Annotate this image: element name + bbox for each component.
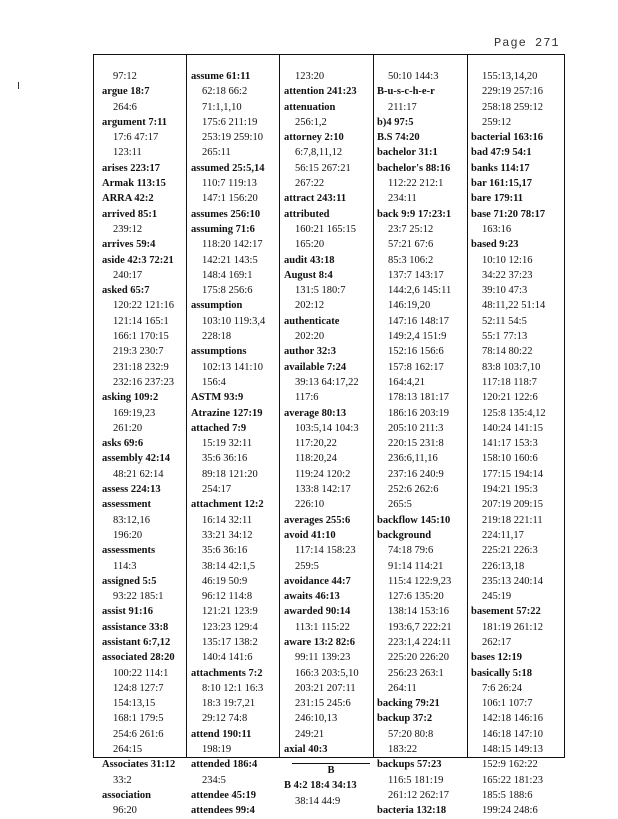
index-entry-term: based 9:23 xyxy=(471,239,519,251)
index-entry-refs: 146:18 147:10 xyxy=(482,728,543,740)
index-entry-refs: 38:14 42:1,5 xyxy=(202,560,256,572)
page-number: Page 271 xyxy=(494,36,560,50)
index-entry-term: bacteria 132:18 xyxy=(377,805,447,817)
index-entry-term: asked 65:7 xyxy=(102,285,150,297)
index-entry-refs: 71:1,1,10 xyxy=(202,101,242,113)
index-entry-refs: 117:14 158:23 xyxy=(295,545,356,557)
index-entry-refs: 35:6 36:16 xyxy=(202,545,248,557)
index-entry-refs: 246:10,13 xyxy=(295,713,338,725)
index-entry-term: authenticate xyxy=(284,315,340,327)
index-entry-refs: 135:17 138:2 xyxy=(202,636,258,648)
index-entry-refs: 10:10 12:16 xyxy=(482,254,533,266)
index-entry-refs: 120:21 122:6 xyxy=(482,392,538,404)
section-letter: B xyxy=(327,765,335,777)
index-entry-refs: 186:16 203:19 xyxy=(388,407,449,419)
index-entry-refs: 202:20 xyxy=(295,331,325,343)
index-entry-term: assumes 256:10 xyxy=(191,208,261,220)
index-entry-refs: 97:12 xyxy=(113,71,137,82)
index-entry-refs: 235:13 240:14 xyxy=(482,575,543,587)
index-entry-refs: 149:2,4 151:9 xyxy=(388,331,447,343)
index-entry-term: axial 40:3 xyxy=(284,744,328,756)
index-entry-refs: 89:18 121:20 xyxy=(202,468,258,480)
index-entry-refs: 120:22 121:16 xyxy=(113,300,174,312)
index-entry-term: backflow 145:10 xyxy=(377,514,451,526)
index-entry-term: attorney 2:10 xyxy=(284,132,344,144)
index-entry-term: aside 42:3 72:21 xyxy=(102,254,174,266)
index-entry-term: bachelor's 88:16 xyxy=(377,162,451,174)
index-entry-refs: 34:22 37:23 xyxy=(482,269,533,281)
index-entry-term: bare 179:11 xyxy=(471,193,524,205)
index-entry-refs: 7:6 26:24 xyxy=(482,682,522,694)
index-entry-refs: 96:20 xyxy=(113,805,137,817)
index-entry-refs: 178:13 181:17 xyxy=(388,392,449,404)
index-entry-refs: 205:10 211:3 xyxy=(388,422,444,434)
index-entry-term: argue 18:7 xyxy=(102,86,150,98)
index-entry-refs: 116:5 181:19 xyxy=(388,774,444,786)
index-entry-refs: 175:8 256:6 xyxy=(202,285,253,297)
index-entry-refs: 194:21 195:3 xyxy=(482,484,538,496)
index-entry-term: bar 161:15,17 xyxy=(471,178,533,190)
index-entry-refs: 228:18 xyxy=(202,331,232,343)
index-entry-refs: 207:19 209:15 xyxy=(482,499,543,511)
index-entry-term: asking 109:2 xyxy=(102,392,159,404)
index-entry-refs: 142:21 143:5 xyxy=(202,254,258,266)
index-entry-refs: 262:17 xyxy=(482,636,512,648)
index-entry-refs: 103:5,14 104:3 xyxy=(295,422,359,434)
index-entry-term: backups 57:23 xyxy=(377,759,442,771)
index-entry-refs: 256:1,2 xyxy=(295,116,327,128)
index-entry-refs: 35:6 36:16 xyxy=(202,453,248,465)
index-entry-term: avoid 41:10 xyxy=(284,529,336,541)
index-column-5 xyxy=(471,69,565,817)
index-entry-refs: 124:8 127:7 xyxy=(113,682,164,694)
index-entry-refs: 110:7 119:13 xyxy=(202,178,257,190)
index-entry-term: attend 190:11 xyxy=(191,728,252,740)
index-entry-refs: 226:13,18 xyxy=(482,560,525,572)
index-entry-refs: 152:16 156:6 xyxy=(388,346,444,358)
index-entry-refs: 185:5 188:6 xyxy=(482,789,533,801)
index-entry-term: avoidance 44:7 xyxy=(284,575,351,587)
index-column-3 xyxy=(284,69,378,807)
index-entry-term: arrived 85:1 xyxy=(102,208,158,220)
index-entry-refs: 39:13 64:17,22 xyxy=(295,376,359,388)
index-entry-term: assigned 5:5 xyxy=(102,575,157,587)
index-entry-term: arises 223:17 xyxy=(102,162,161,174)
index-entry-term: bacterial 163:16 xyxy=(471,132,544,144)
margin-mark xyxy=(18,82,19,89)
index-entry-refs: 164:4,21 xyxy=(388,376,426,388)
index-entry-refs: 264:11 xyxy=(388,682,417,694)
index-entry-term: assist 91:16 xyxy=(102,606,154,618)
index-entry-term: base 71:20 78:17 xyxy=(471,208,546,220)
index-entry-refs: 100:22 114:1 xyxy=(113,667,169,679)
index-entry-term: assessments xyxy=(102,545,156,557)
index-entry-term: attendees 99:4 xyxy=(191,805,255,817)
index-entry-refs: 117:20,22 xyxy=(295,438,337,450)
index-entry-refs: 119:24 120:2 xyxy=(295,468,351,480)
index-entry-refs: 264:15 xyxy=(113,744,143,756)
index-entry-refs: 144:2,6 145:11 xyxy=(388,285,452,297)
index-entry-refs: 16:14 32:11 xyxy=(202,514,253,526)
index-entry-refs: 165:20 xyxy=(295,239,325,251)
index-entry-refs: 224:11,17 xyxy=(482,529,524,541)
index-entry-refs: 117:6 xyxy=(295,392,319,404)
index-entry-term: attendee 45:19 xyxy=(191,789,257,801)
index-entry-refs: 147:16 148:17 xyxy=(388,315,449,327)
index-entry-term: assumed 25:5,14 xyxy=(191,162,265,174)
index-entry-refs: 113:1 115:22 xyxy=(295,621,350,633)
index-entry-refs: 62:18 66:2 xyxy=(202,86,248,98)
index-entry-refs: 39:10 47:3 xyxy=(482,285,528,297)
index-entry-refs: 96:12 114:8 xyxy=(202,591,253,603)
index-entry-refs: 211:17 xyxy=(388,101,417,113)
index-entry-term: argument 7:11 xyxy=(102,116,168,128)
index-entry-term: aware 13:2 82:6 xyxy=(284,636,355,648)
index-entry-refs: 103:10 119:3,4 xyxy=(202,315,266,327)
index-entry-term: attract 243:11 xyxy=(284,193,347,205)
index-entry-refs: 232:16 237:23 xyxy=(113,376,174,388)
index-entry-refs: 125:8 135:4,12 xyxy=(482,407,546,419)
index-entry-term: backup 37:2 xyxy=(377,713,433,725)
index-entry-refs: 50:10 144:3 xyxy=(388,71,439,82)
index-entry-refs: 163:16 xyxy=(482,223,512,235)
index-entry-term: average 80:13 xyxy=(284,407,347,419)
index-entry-refs: 220:15 231:8 xyxy=(388,438,444,450)
index-entry-refs: 146:19,20 xyxy=(388,300,431,312)
index-entry-refs: 231:18 232:9 xyxy=(113,361,169,373)
index-entry-term: assumption xyxy=(191,300,243,312)
index-entry-refs: 74:18 79:6 xyxy=(388,545,434,557)
index-entry-term: B-u-s-c-h-e-r xyxy=(377,86,435,98)
index-entry-term: B.S 74:20 xyxy=(377,132,420,144)
index-entry-refs: 166:1 170:15 xyxy=(113,331,169,343)
index-entry-refs: 131:5 180:7 xyxy=(295,285,346,297)
index-entry-refs: 23:7 25:12 xyxy=(388,223,434,235)
index-entry-refs: 112:22 212:1 xyxy=(388,178,444,190)
word-index-table xyxy=(93,54,565,817)
index-entry-term: attachments 7:2 xyxy=(191,667,263,679)
index-entry-term: assuming 71:6 xyxy=(191,223,255,235)
index-entry-term: assistance 33:8 xyxy=(102,621,169,633)
index-entry-term: bachelor 31:1 xyxy=(377,147,438,159)
index-entry-refs: 239:12 xyxy=(113,223,143,235)
index-entry-term: audit 43:18 xyxy=(284,254,335,266)
index-entry-refs: 181:19 261:12 xyxy=(482,621,543,633)
index-entry-refs: 259:12 xyxy=(482,116,512,128)
index-entry-term: bad 47:9 54:1 xyxy=(471,147,532,159)
index-entry-refs: 56:15 267:21 xyxy=(295,162,351,174)
index-entry-refs: 175:6 211:19 xyxy=(202,116,258,128)
index-entry-refs: 133:8 142:17 xyxy=(295,484,351,496)
index-entry-refs: 38:14 44:9 xyxy=(295,795,341,807)
index-entry-refs: 245:19 xyxy=(482,591,512,603)
index-entry-refs: 142:18 146:16 xyxy=(482,713,543,725)
index-entry-term: background xyxy=(377,529,432,541)
index-entry-refs: 137:7 143:17 xyxy=(388,269,444,281)
index-entry-refs: 123:20 xyxy=(295,71,325,82)
index-entry-refs: 52:11 54:5 xyxy=(482,315,527,327)
index-entry-term: averages 255:6 xyxy=(284,514,351,526)
index-entry-refs: 264:6 xyxy=(113,101,137,113)
index-entry-term: b)4 97:5 xyxy=(377,116,414,128)
index-entry-refs: 223:1,4 224:11 xyxy=(388,636,452,648)
index-entry-refs: 148:4 169:1 xyxy=(202,269,253,281)
index-entry-term: August 8:4 xyxy=(284,269,333,281)
index-entry-term: available 7:24 xyxy=(284,361,347,373)
index-entry-refs: 231:15 245:6 xyxy=(295,698,351,710)
index-entry-refs: 91:14 114:21 xyxy=(388,560,444,572)
index-entry-refs: 261:20 xyxy=(113,422,143,434)
index-entry-refs: 225:20 226:20 xyxy=(388,652,449,664)
index-entry-term: author 32:3 xyxy=(284,346,337,358)
index-column-4 xyxy=(377,69,471,817)
index-entry-refs: 203:21 207:11 xyxy=(295,682,356,694)
index-entry-term: basically 5:18 xyxy=(471,667,532,679)
index-entry-refs: 237:16 240:9 xyxy=(388,468,444,480)
index-entry-refs: 114:3 xyxy=(113,560,137,572)
index-entry-refs: 156:4 xyxy=(202,376,226,388)
index-entry-refs: 168:1 179:5 xyxy=(113,713,164,725)
index-entry-term: Armak 113:15 xyxy=(102,178,166,190)
index-entry-term: attended 186:4 xyxy=(191,759,258,771)
index-entry-refs: 249:21 xyxy=(295,728,325,740)
index-entry-refs: 57:21 67:6 xyxy=(388,239,434,251)
index-entry-refs: 8:10 12:1 16:3 xyxy=(202,682,264,694)
index-entry-refs: 152:9 162:22 xyxy=(482,759,538,771)
index-entry-refs: 148:15 149:13 xyxy=(482,744,543,756)
index-entry-refs: 121:21 123:9 xyxy=(202,606,258,618)
index-entry-term: ARRA 42:2 xyxy=(102,193,154,205)
index-entry-refs: 234:11 xyxy=(388,193,417,205)
index-entry-refs: 160:21 165:15 xyxy=(295,223,356,235)
index-entry-refs: 115:4 122:9,23 xyxy=(388,575,452,587)
index-entry-term: assess 224:13 xyxy=(102,484,161,496)
index-entry-refs: 118:20 142:17 xyxy=(202,239,263,251)
index-entry-term: attributed xyxy=(284,208,330,220)
index-entry-refs: 199:24 248:6 xyxy=(482,805,538,817)
index-entry-term: awarded 90:14 xyxy=(284,606,351,618)
index-entry-refs: 259:5 xyxy=(295,560,319,572)
index-entry-term: Associates 31:12 xyxy=(102,759,176,771)
index-entry-refs: 196:20 xyxy=(113,529,143,541)
index-entry-term: bases 12:19 xyxy=(471,652,523,664)
index-entry-refs: 123:23 129:4 xyxy=(202,621,258,633)
index-entry-term: associated 28:20 xyxy=(102,652,175,664)
index-entry-refs: 258:18 259:12 xyxy=(482,101,543,113)
index-entry-term: basement 57:22 xyxy=(471,606,541,618)
index-entry-refs: 177:15 194:14 xyxy=(482,468,543,480)
index-entry-refs: 123:11 xyxy=(113,147,142,159)
index-entry-refs: 83:8 103:7,10 xyxy=(482,361,541,373)
index-entry-refs: 265:5 xyxy=(388,499,412,511)
index-entry-term: association xyxy=(102,789,152,801)
index-entry-refs: 48:21 62:14 xyxy=(113,468,164,480)
index-entry-refs: 29:12 74:8 xyxy=(202,713,248,725)
index-entry-refs: 165:22 181:23 xyxy=(482,774,543,786)
index-column-2 xyxy=(191,69,285,817)
index-entry-term: back 9:9 17:23:1 xyxy=(377,208,452,220)
index-entry-refs: 83:12,16 xyxy=(113,514,151,526)
index-entry-term: assistant 6:7,12 xyxy=(102,636,171,648)
index-entry-refs: 85:3 106:2 xyxy=(388,254,434,266)
index-entry-term: assembly 42:14 xyxy=(102,453,170,465)
index-entry-refs: 252:6 262:6 xyxy=(388,484,439,496)
index-entry-term: arrives 59:4 xyxy=(102,239,156,251)
index-entry-refs: 234:5 xyxy=(202,774,226,786)
index-entry-refs: 253:19 259:10 xyxy=(202,132,263,144)
index-entry-refs: 219:18 221:11 xyxy=(482,514,543,526)
index-entry-refs: 106:1 107:7 xyxy=(482,698,533,710)
index-entry-refs: 99:11 139:23 xyxy=(295,652,351,664)
index-entry-refs: 48:11,22 51:14 xyxy=(482,300,546,312)
index-entry-refs: 166:3 203:5,10 xyxy=(295,667,359,679)
index-entry-refs: 147:1 156:20 xyxy=(202,193,258,205)
index-entry-term: attenuation xyxy=(284,101,336,113)
index-entry-term: assumptions xyxy=(191,346,247,358)
index-entry-term: banks 114:17 xyxy=(471,162,530,174)
index-entry-refs: 254:6 261:6 xyxy=(113,728,164,740)
index-entry-refs: 33:2 xyxy=(113,774,132,786)
index-entry-refs: 18:3 19:7,21 xyxy=(202,698,256,710)
index-entry-term: Atrazine 127:19 xyxy=(191,407,263,419)
index-entry-term: ASTM 93:9 xyxy=(191,392,244,404)
index-entry-refs: 117:18 118:7 xyxy=(482,376,537,388)
index-entry-refs: 138:14 153:16 xyxy=(388,606,449,618)
index-entry-refs: 229:19 257:16 xyxy=(482,86,543,98)
index-entry-refs: 240:17 xyxy=(113,269,143,281)
index-entry-refs: 193:6,7 222:21 xyxy=(388,621,452,633)
index-entry-refs: 265:11 xyxy=(202,147,231,159)
index-entry-refs: 261:12 262:17 xyxy=(388,789,449,801)
index-entry-term: awaits 46:13 xyxy=(284,591,340,603)
index-entry-term: assume 61:11 xyxy=(191,71,251,82)
index-entry-refs: 256:23 263:1 xyxy=(388,667,444,679)
index-entry-term: assessment xyxy=(102,499,151,511)
index-entry-refs: 6:7,8,11,12 xyxy=(295,147,343,159)
index-entry-refs: 202:12 xyxy=(295,300,325,312)
index-entry-refs: 140:4 141:6 xyxy=(202,652,253,664)
index-column-1 xyxy=(102,69,196,817)
index-entry-refs: 57:20 80:8 xyxy=(388,728,434,740)
index-entry-refs: 93:22 185:1 xyxy=(113,591,164,603)
index-entry-refs: 15:19 32:11 xyxy=(202,438,253,450)
index-entry-refs: 154:13,15 xyxy=(113,698,156,710)
index-entry-term: attention 241:23 xyxy=(284,86,357,98)
index-entry-refs: 102:13 141:10 xyxy=(202,361,263,373)
index-entry-refs: 55:1 77:13 xyxy=(482,331,528,343)
index-entry-refs: 118:20,24 xyxy=(295,453,337,465)
index-entry-refs: 127:6 135:20 xyxy=(388,591,444,603)
index-entry-refs: 121:14 165:1 xyxy=(113,315,169,327)
index-entry-refs: 267:22 xyxy=(295,178,325,190)
index-entry-refs: 183:22 xyxy=(388,744,418,756)
index-entry-refs: 158:10 160:6 xyxy=(482,453,538,465)
index-entry-refs: 155:13,14,20 xyxy=(482,71,538,82)
index-entry-refs: 78:14 80:22 xyxy=(482,346,533,358)
index-entry-refs: 225:21 226:3 xyxy=(482,545,538,557)
index-entry-refs: 226:10 xyxy=(295,499,325,511)
index-entry-term: asks 69:6 xyxy=(102,438,144,450)
index-entry-refs: 17:6 47:17 xyxy=(113,132,159,144)
index-entry-term: backing 79:21 xyxy=(377,698,440,710)
index-entry-term: attachment 12:2 xyxy=(191,499,264,511)
index-entry-refs: 141:17 153:3 xyxy=(482,438,538,450)
index-entry-term: B 4:2 18:4 34:13 xyxy=(284,780,357,792)
index-entry-refs: 33:21 34:12 xyxy=(202,529,253,541)
index-entry-refs: 254:17 xyxy=(202,484,232,496)
index-entry-refs: 157:8 162:17 xyxy=(388,361,444,373)
index-entry-refs: 169:19,23 xyxy=(113,407,156,419)
index-entry-refs: 219:3 230:7 xyxy=(113,346,164,358)
index-entry-refs: 140:24 141:15 xyxy=(482,422,543,434)
index-entry-refs: 236:6,11,16 xyxy=(388,453,438,465)
index-entry-refs: 46:19 50:9 xyxy=(202,575,248,587)
index-entry-refs: 198:19 xyxy=(202,744,232,756)
index-entry-term: attached 7:9 xyxy=(191,422,247,434)
